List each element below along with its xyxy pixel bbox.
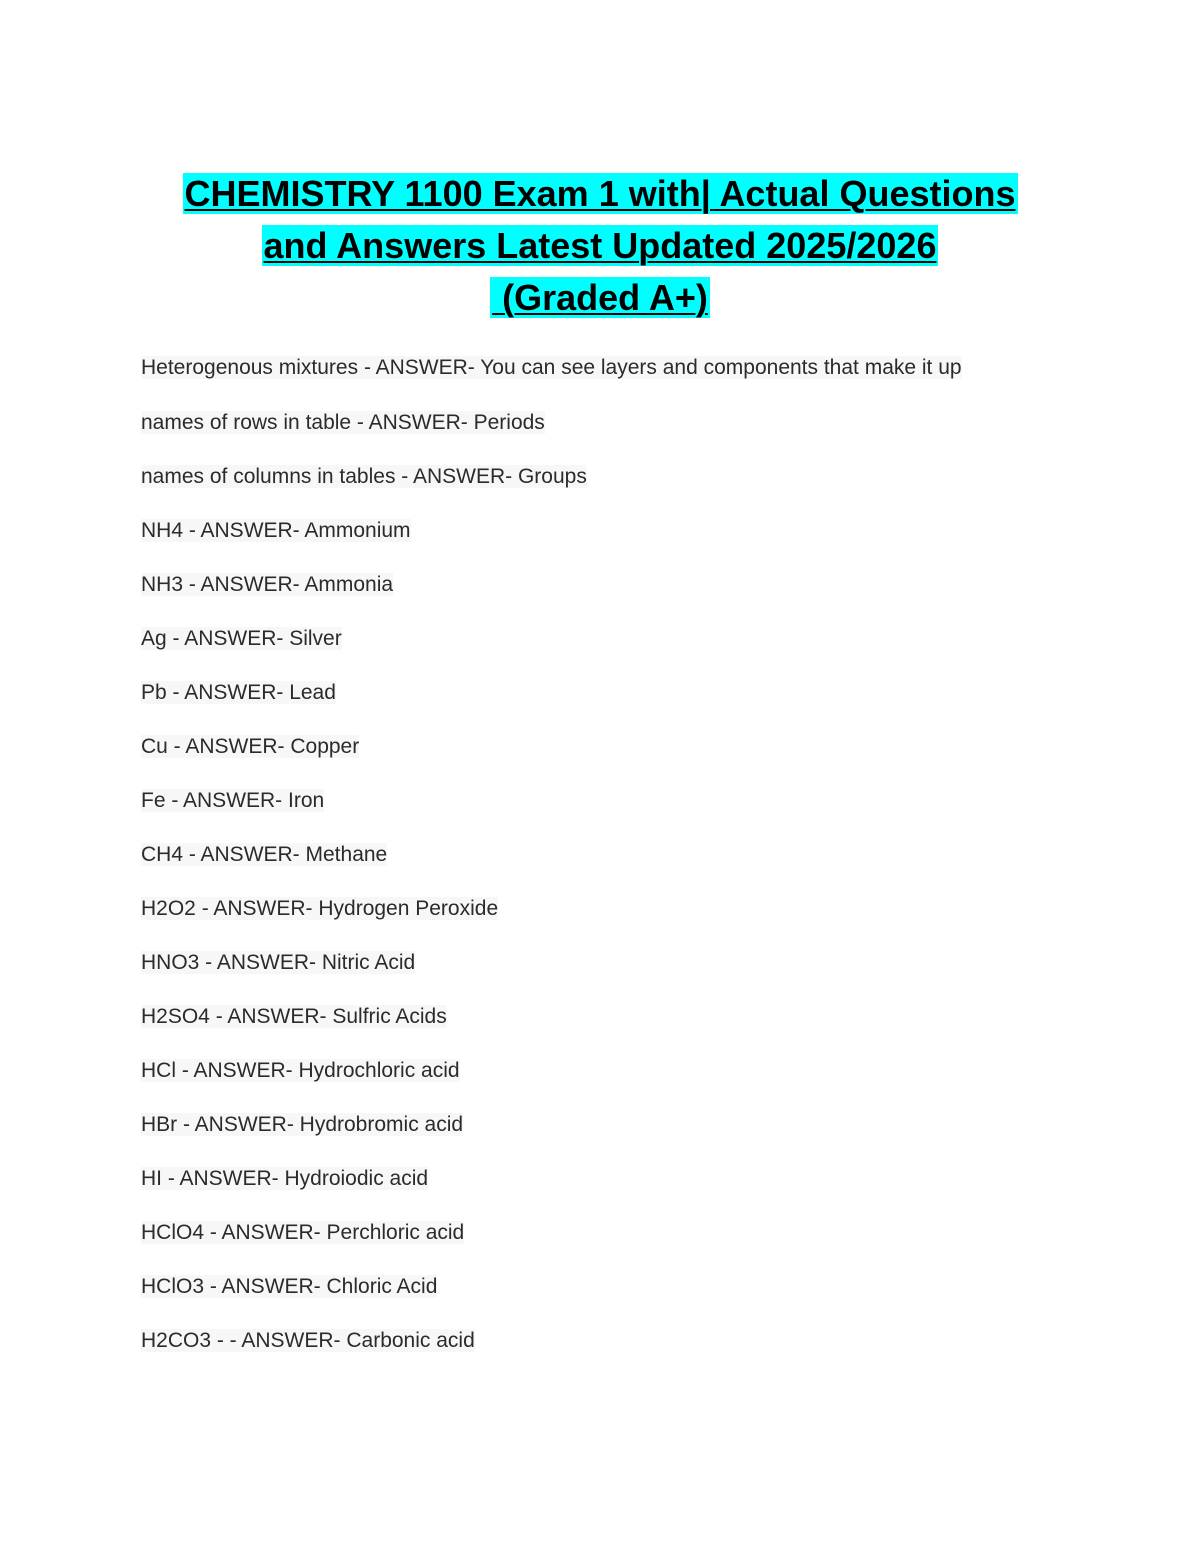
qa-item-text: HClO3 - ANSWER- Chloric Acid (141, 1275, 438, 1298)
qa-item-ag (141, 625, 1041, 652)
qa-item-text: Cu - ANSWER- Copper (141, 735, 360, 758)
qa-item-hcl (141, 1057, 1041, 1084)
title-line-2-text: and Answers Latest Updated 2025/2026 (263, 225, 937, 266)
qa-item-text: names of columns in tables - ANSWER- Groups (141, 465, 587, 488)
qa-item-cu (141, 733, 1041, 760)
qa-item-text: HI - ANSWER- Hydroiodic acid (141, 1167, 429, 1190)
qa-item-text: HClO4 - ANSWER- Perchloric acid (141, 1221, 465, 1244)
qa-item-h2o2 (141, 895, 1041, 922)
title-line-3 (120, 272, 1080, 324)
qa-item-text: H2SO4 - ANSWER- Sulfric Acids (141, 1005, 447, 1028)
title-line-3-text: (Graded A+) (492, 277, 708, 318)
qa-item-text: H2O2 - ANSWER- Hydrogen Peroxide (141, 897, 499, 920)
qa-item-text: HBr - ANSWER- Hydrobromic acid (141, 1113, 464, 1136)
title-line-2 (120, 220, 1080, 272)
qa-item-hbr (141, 1111, 1041, 1138)
qa-item-text: HCl - ANSWER- Hydrochloric acid (141, 1059, 460, 1082)
qa-item-text: H2CO3 - - ANSWER- Carbonic acid (141, 1329, 475, 1352)
document-title (120, 168, 1080, 324)
qa-item-heterogenous-mixtures (141, 354, 1041, 381)
qa-item-h2so4 (141, 1003, 1041, 1030)
qa-item-hclo4 (141, 1219, 1041, 1246)
title-line-1 (120, 168, 1080, 220)
qa-item-hno3 (141, 949, 1041, 976)
qa-item-text: Fe - ANSWER- Iron (141, 789, 325, 812)
qa-item-hi (141, 1165, 1041, 1192)
qa-item-text: CH4 - ANSWER- Methane (141, 843, 388, 866)
qa-item-text: Pb - ANSWER- Lead (141, 681, 336, 704)
qa-item-text: Ag - ANSWER- Silver (141, 627, 342, 650)
qa-item-fe (141, 787, 1041, 814)
qa-item-rows (141, 409, 1041, 436)
qa-item-text: NH3 - ANSWER- Ammonia (141, 573, 394, 596)
qa-item-h2co3 (141, 1327, 1041, 1354)
qa-item-nh4 (141, 517, 1041, 544)
qa-item-text: HNO3 - ANSWER- Nitric Acid (141, 951, 416, 974)
qa-item-text: Heterogenous mixtures - ANSWER- You can see layers and components that make it up (141, 356, 962, 379)
qa-item-hclo3 (141, 1273, 1041, 1300)
qa-item-pb (141, 679, 1041, 706)
qa-item-text: NH4 - ANSWER- Ammonium (141, 519, 411, 542)
qa-item-nh3 (141, 571, 1041, 598)
qa-item-text: names of rows in table - ANSWER- Periods (141, 411, 545, 434)
title-line-1-text: CHEMISTRY 1100 Exam 1 with| Actual Questions (184, 173, 1016, 214)
qa-item-ch4 (141, 841, 1041, 868)
question-answer-list (141, 354, 1041, 1381)
qa-item-columns (141, 463, 1041, 490)
